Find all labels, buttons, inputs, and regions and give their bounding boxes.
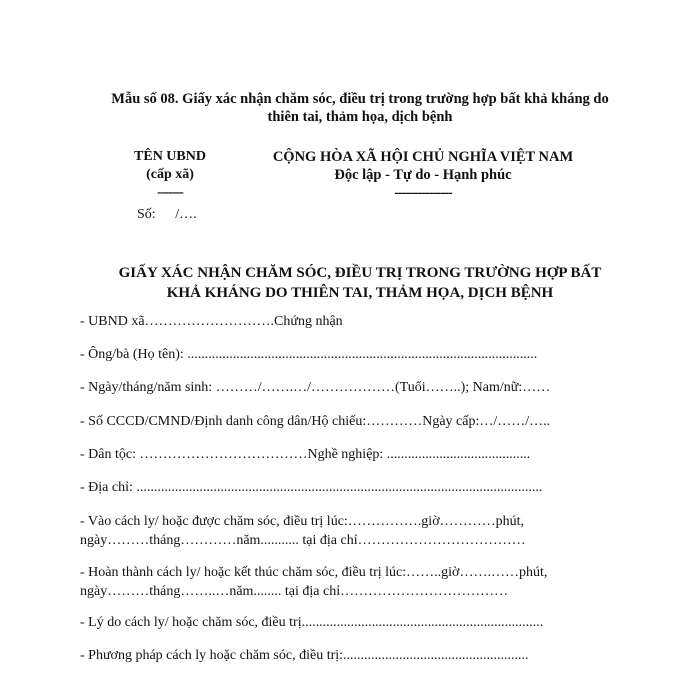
- issuing-authority: [100, 148, 240, 202]
- motto-divider: ---------------: [394, 185, 452, 201]
- field-date-of-birth: - Ngày/tháng/năm sinh: ………/…….…/………………(Tuổi……..); Nam/nữ:……: [80, 380, 551, 395]
- field-ethnicity-occupation: - Dân tộc: ………………………………Nghề nghiệp: .........................................: [80, 447, 531, 462]
- document-title-line-1: GIẤY XÁC NHẬN CHĂM SÓC, ĐIỀU TRỊ TRONG TRƯỜNG HỢP BẤT: [118, 265, 602, 281]
- document-number-label: Số:: [137, 207, 156, 222]
- form-caption-line-2: thiên tai, thảm họa, dịch bệnh: [267, 109, 453, 125]
- authority-divider: -------: [157, 185, 183, 200]
- document-number: [137, 207, 197, 223]
- national-motto: Độc lập - Tự do - Hạnh phúc: [334, 167, 512, 183]
- field-full-name: - Ông/bà (Họ tên): ....................................................................................................: [80, 347, 538, 362]
- field-address: - Địa chỉ: ....................................................................................................................: [80, 480, 543, 495]
- country-name: CỘNG HÒA XÃ HỘI CHỦ NGHĨA VIỆT NAM: [272, 149, 574, 165]
- document-title-line-2: KHẢ KHÁNG DO THIÊN TAI, THẢM HỌA, DỊCH BỆNH: [166, 285, 554, 301]
- field-start-time: - Vào cách ly/ hoặc được chăm sóc, điều trị lúc:…………….giờ…………phút,: [80, 514, 524, 529]
- field-method: - Phương pháp cách ly hoặc chăm sóc, điều trị:.....................................................: [80, 648, 529, 663]
- field-end-time: - Hoàn thành cách ly/ hoặc kết thúc chăm sóc, điều trị lúc:……..giờ…….……phút,: [80, 565, 548, 580]
- field-id-number: - Số CCCD/CMND/Định danh công dân/Hộ chiếu:…………Ngày cấp:…/……/…..: [80, 414, 551, 429]
- form-caption: [70, 90, 650, 126]
- form-caption-line-1: Mẫu số 08. Giấy xác nhận chăm sóc, điều trị trong trường hợp bất khả kháng do: [111, 91, 609, 107]
- field-start-date-location: ngày………tháng…………năm........... tại địa chỉ………………………………: [80, 533, 526, 548]
- document-title: [60, 263, 660, 303]
- authority-name: TÊN UBND: [134, 149, 206, 164]
- authority-level: (cấp xã): [146, 167, 194, 182]
- national-header: [258, 148, 588, 202]
- document-number-value: /….: [175, 207, 197, 222]
- field-end-date-location: ngày………tháng……..…năm........ tại địa chỉ………………………………: [80, 584, 509, 599]
- field-reason: - Lý do cách ly/ hoặc chăm sóc, điều trị.....................................................................: [80, 615, 544, 630]
- field-commune: - UBND xã……………………….Chứng nhận: [80, 314, 343, 329]
